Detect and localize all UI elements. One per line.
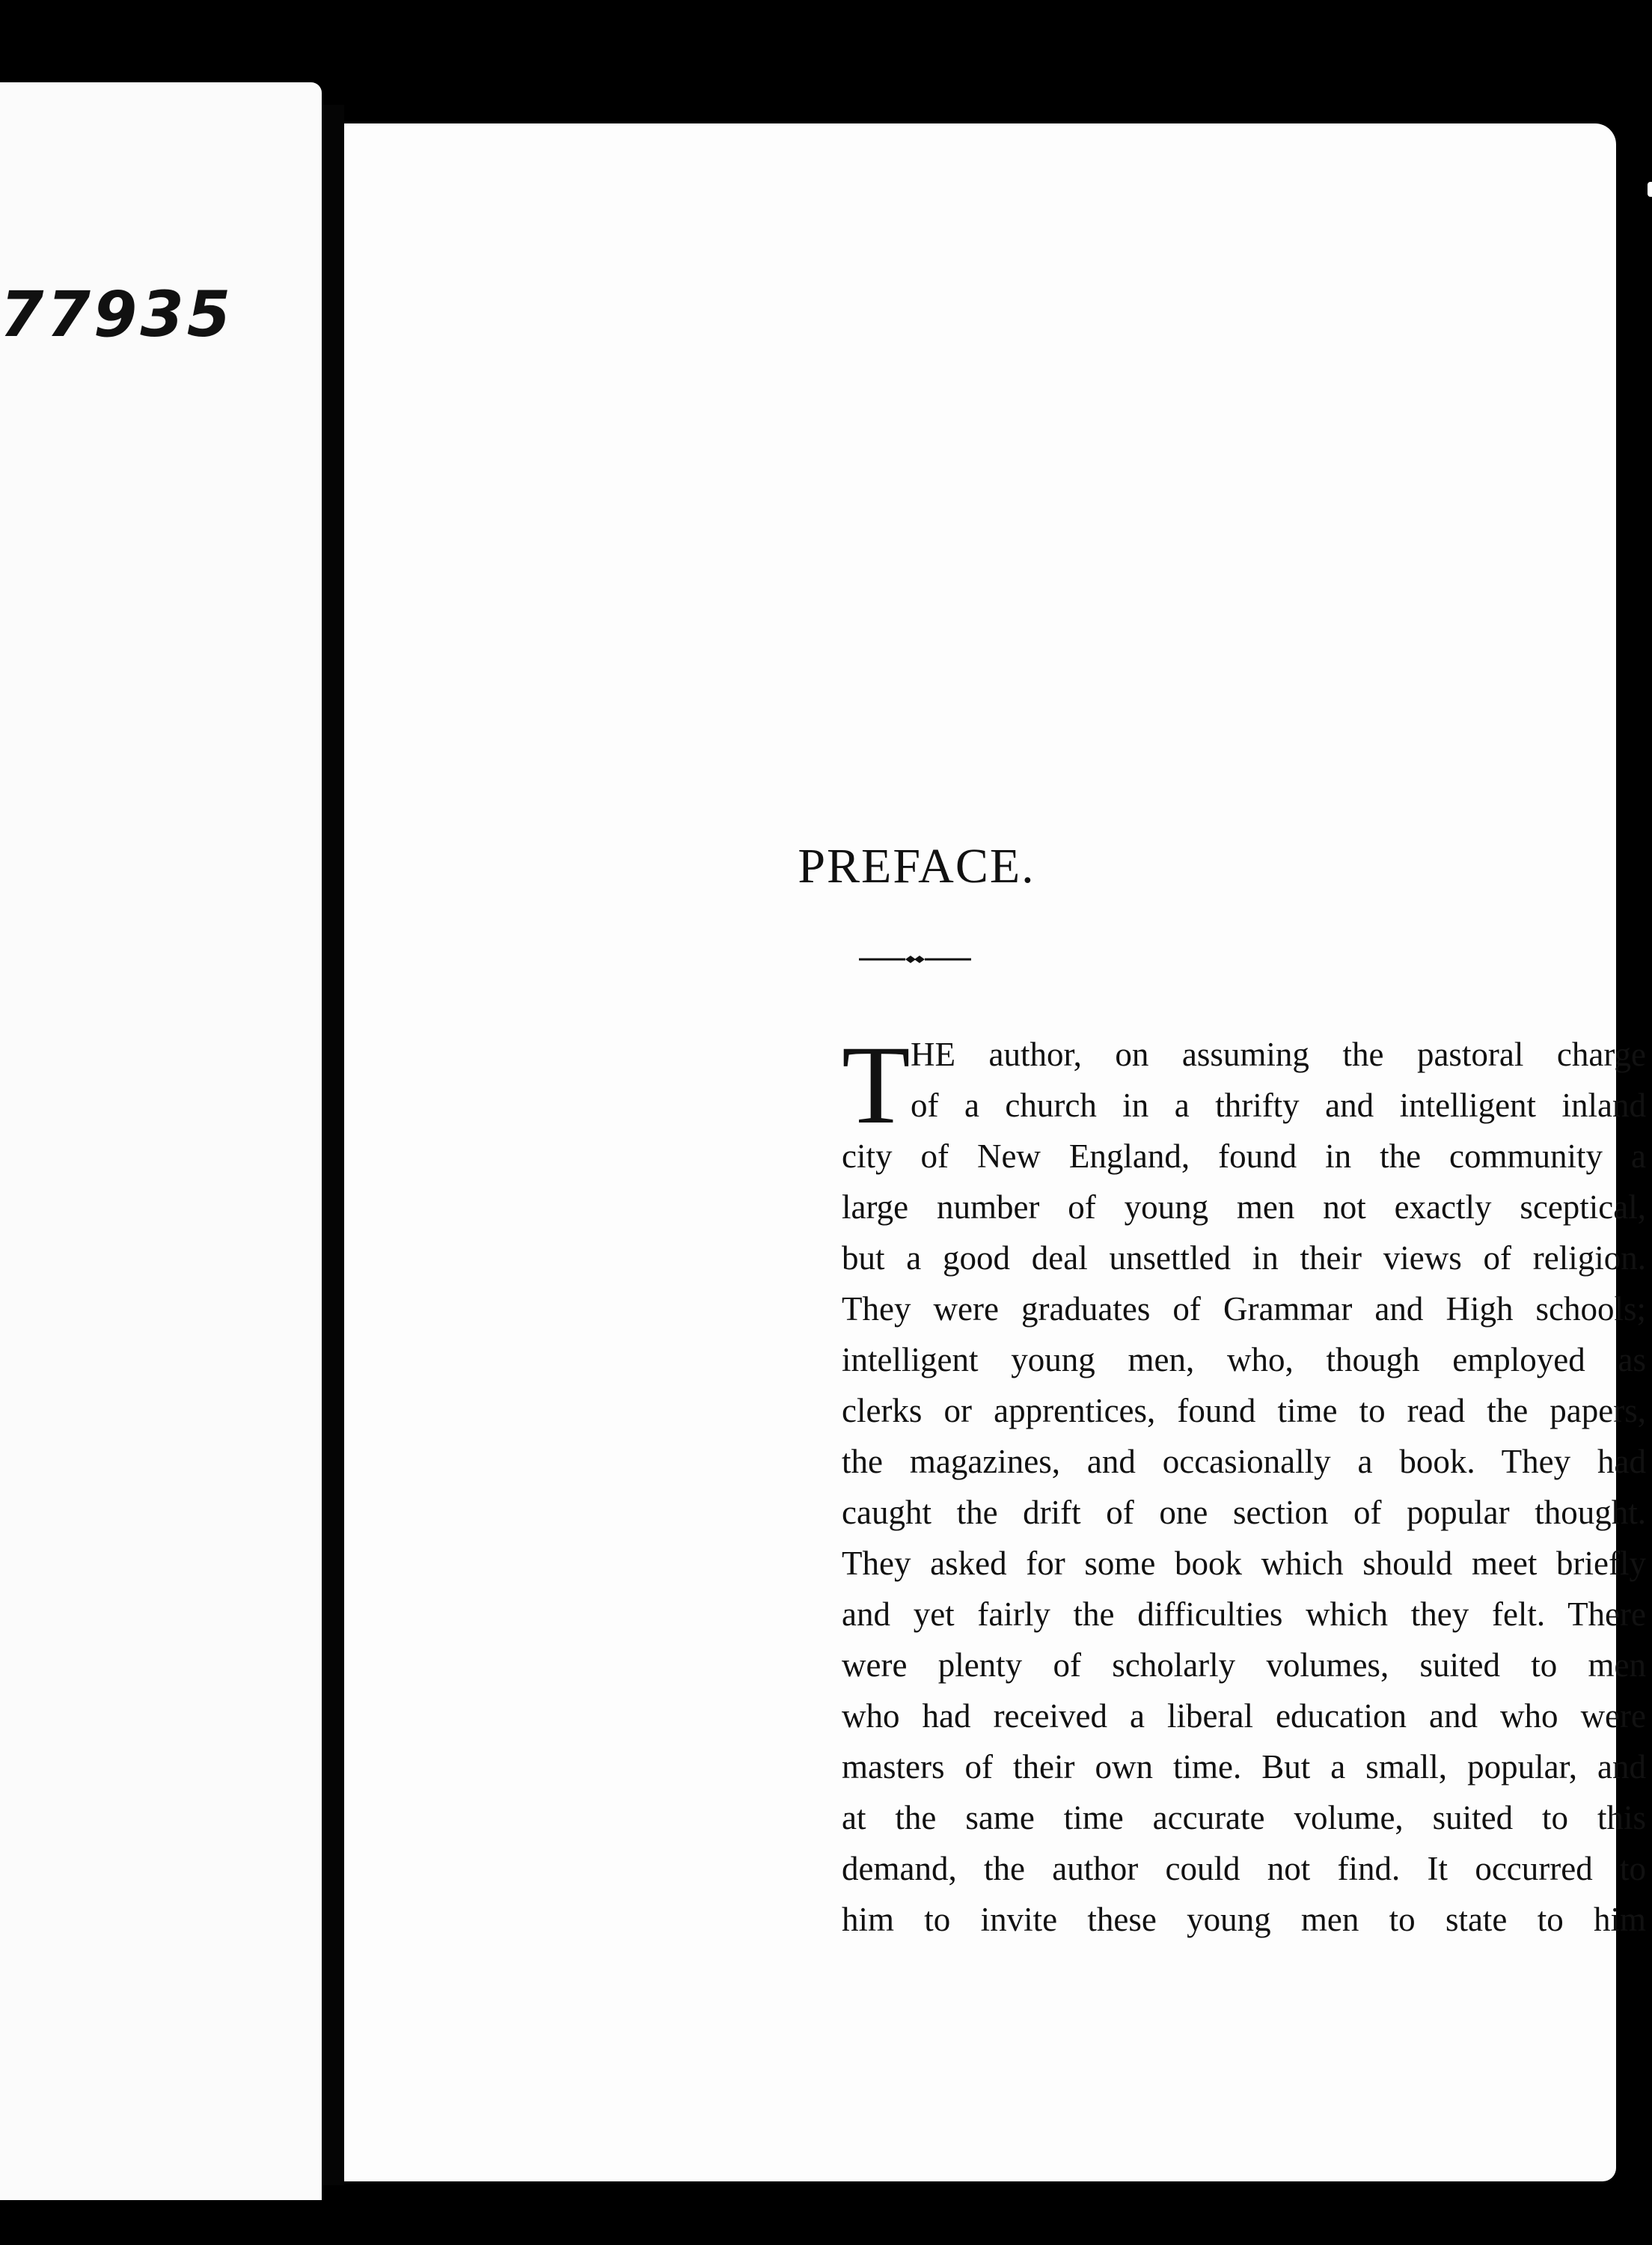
left-page [0,82,322,2200]
text-line: They asked for some book which should meet briefly [842,1545,1646,1582]
text-line: who had received a liberal education and who were [842,1697,1646,1735]
text-line: the magazines, and occasionally a book. They had [842,1443,1646,1480]
text-line: large number of young men not exactly sceptical, [842,1188,1646,1226]
text-line: him to invite these young men to state to him [842,1901,1646,1938]
ornament-divider-icon [859,954,971,965]
text-line: masters of their own time. But a small, popular, and [842,1748,1646,1786]
call-number: 77935 [0,278,234,351]
text-line: clerks or apprentices, found time to read the papers, [842,1392,1646,1429]
text-line: were plenty of scholarly volumes, suited to men [842,1646,1646,1684]
text-line: HE author, on assuming the pastoral charge [911,1036,1646,1073]
text-line: but a good deal unsettled in their views of religion. [842,1239,1646,1277]
text-line: and yet fairly the difficulties which they felt. There [842,1595,1646,1633]
book-gutter [322,105,344,2185]
text-line: demand, the author could not find. It occurred to [842,1850,1646,1887]
text-line: at the same time accurate volume, suited to this [842,1799,1646,1836]
text-line: city of New England, found in the community a [842,1137,1646,1175]
page-title: PREFACE. [798,839,1035,894]
text-line: of a church in a thrifty and intelligent inland [911,1087,1646,1124]
right-page [344,123,1646,2181]
drop-cap: T [842,1023,911,1147]
text-line: caught the drift of one section of popular thought. [842,1494,1646,1531]
preface-body [842,1023,1646,1945]
text-line: intelligent young men, who, though employed as [842,1341,1646,1378]
text-line: They were graduates of Grammar and High schools; [842,1290,1646,1328]
corner-mark [1648,182,1652,197]
